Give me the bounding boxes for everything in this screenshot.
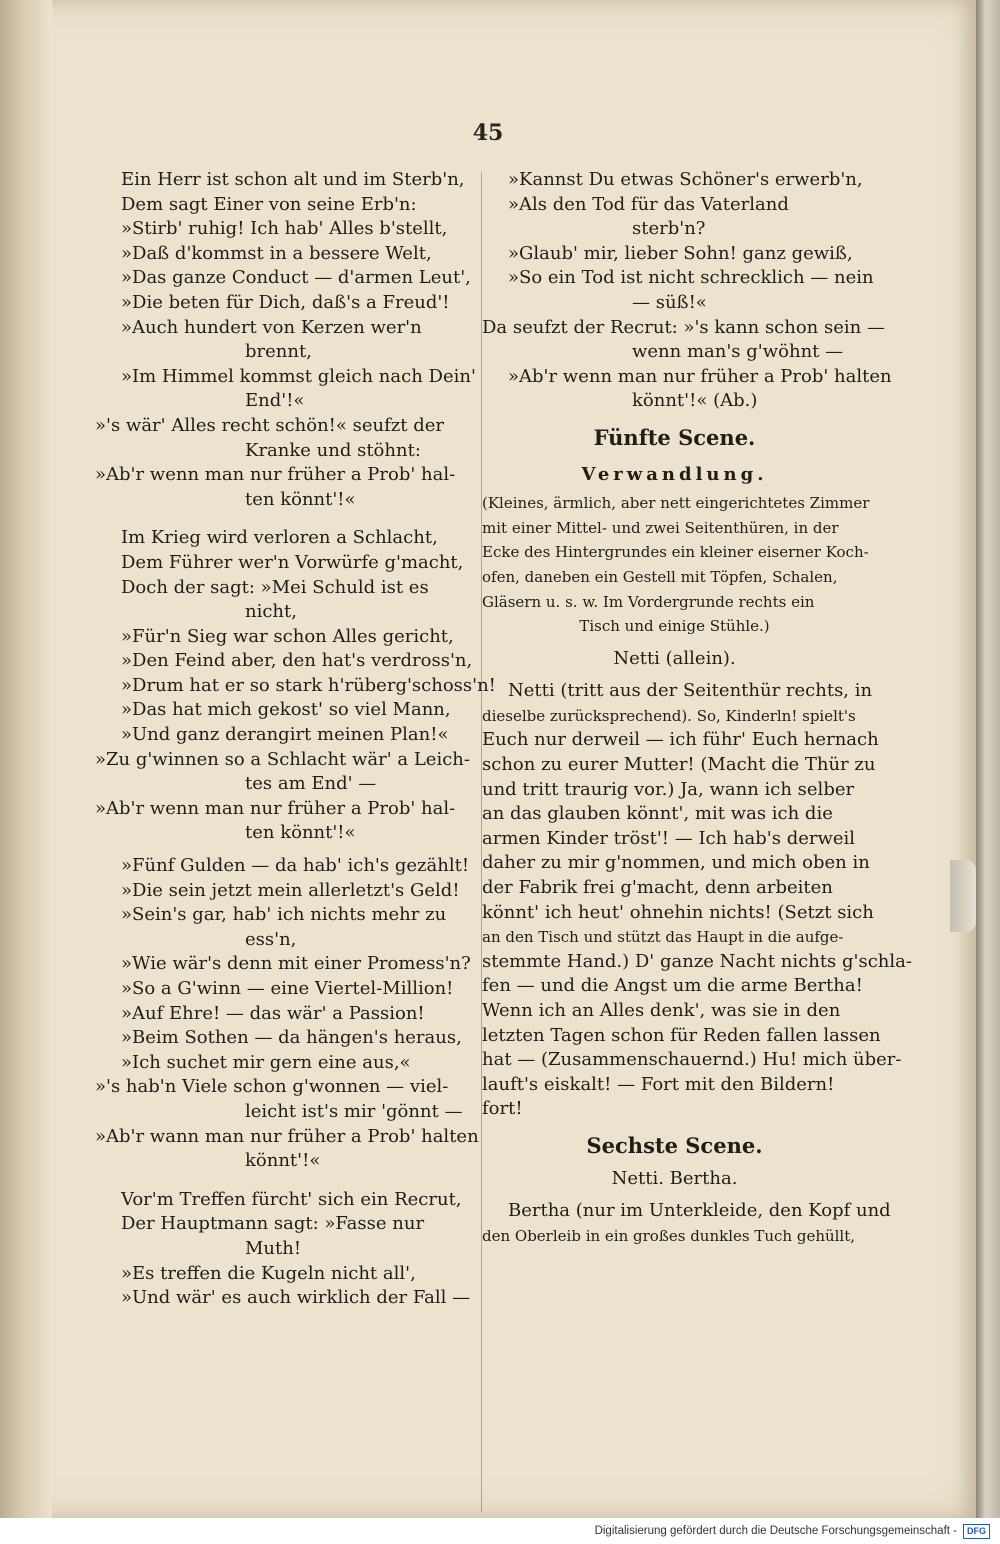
scene-subheading-verwandlung: Verwandlung. (581, 463, 768, 485)
monologue-line: hat — (Zusammenschauernd.) Hu! mich über- (482, 1049, 902, 1071)
verse-line: »Und wär' es auch wirklich der Fall — (121, 1287, 471, 1309)
verse-line: »Ab'r wenn man nur früher a Prob' hal- (95, 464, 456, 486)
verse-line: »Zu g'winnen so a Schlacht wär' a Leich- (95, 748, 470, 770)
verse-line: könnt'!« (245, 1150, 321, 1172)
verse-line: »Auf Ehre! — das wär' a Passion! (121, 1002, 425, 1024)
scene-text-line: Bertha (nur im Unterkleide, den Kopf und (508, 1200, 891, 1222)
monologue-line: fen — und die Angst um die arme Bertha! (482, 975, 863, 997)
stage-direction-line: Tisch und einige Stühle.) (579, 617, 770, 636)
verse-line: Ein Herr ist schon alt und im Sterb'n, (121, 169, 465, 190)
verse-line: Der Hauptmann sagt: »Fasse nur (121, 1213, 425, 1235)
verse-line: Doch der sagt: »Mei Schuld ist es (121, 576, 429, 598)
verse-line: Vor'm Treffen fürcht' sich ein Recrut, (121, 1188, 462, 1210)
verse-line: »'s wär' Alles recht schön!« seufzt der (95, 414, 445, 436)
monologue-line: an den Tisch und stützt das Haupt in die aufge- (482, 928, 844, 947)
footer-text: Digitalisierung gefördert durch die Deutsche Forschungsgemeinschaft - (594, 1525, 957, 1537)
verse-line: ten könnt'!« (245, 488, 356, 510)
scene-text-line: den Oberleib in ein großes dunkles Tuch gehüllt, (482, 1226, 856, 1245)
verse-line: »Ich suchet mir gern eine aus,« (121, 1051, 411, 1073)
verse-line: »Glaub' mir, lieber Sohn! ganz gewiß, (508, 242, 853, 264)
verse-line: »So ein Tod ist nicht schrecklich — nein (508, 267, 874, 289)
verse-line: »Wie wär's denn mit einer Promess'n? (121, 953, 471, 975)
monologue-line: letzten Tagen schon für Reden fallen lassen (482, 1024, 881, 1046)
stage-direction-line: ofen, daneben ein Gestell mit Töpfen, Schalen, (482, 567, 838, 586)
verse-line: »Als den Tod für das Vaterland (508, 193, 789, 215)
verse-line: »Stirb' ruhig! Ich hab' Alles b'stellt, (121, 218, 448, 240)
verse-line: sterb'n? (632, 218, 706, 240)
verse-line: »Fünf Gulden — da hab' ich's gezählt! (121, 855, 470, 877)
verse-line: »Drum hat er so stark h'rüberg'schoss'n! (121, 674, 496, 696)
verse-line: Kranke und stöhnt: (245, 439, 421, 461)
verse-line: »Die beten für Dich, daß's a Freud'! (121, 291, 450, 313)
right-column (482, 168, 912, 1248)
verse-line: nicht, (245, 601, 297, 623)
verse-line: ten könnt'!« (245, 822, 356, 844)
scene-heading-6: Sechste Scene. (586, 1132, 763, 1158)
monologue-line: könnt' ich heut' ohnehin nichts! (Setzt sich (482, 901, 874, 923)
verse-line: Dem Führer wer'n Vorwürfe g'macht, (121, 551, 464, 573)
character-line: Netti (allein). (613, 647, 736, 669)
stage-direction-line: (Kleines, ärmlich, aber nett eingerichtetes Zimmer (482, 494, 870, 513)
verse-line: tes am End' — (245, 773, 377, 795)
verse-line: Im Krieg wird verloren a Schlacht, (121, 527, 438, 549)
monologue-line: daher zu mir g'nommen, und mich oben in (482, 852, 870, 874)
page-marker-tab (950, 860, 976, 932)
verse-line: brennt, (245, 341, 312, 363)
monologue-line: an das glauben könnt', mit was ich die (482, 803, 833, 825)
monologue-line: Netti (tritt aus der Seitenthür rechts, in (508, 680, 873, 702)
monologue-line: lauft's eiskalt! — Fort mit den Bildern! (482, 1073, 835, 1095)
page-gutter (0, 0, 52, 1518)
verse-line: Dem sagt Einer von seine Erb'n: (121, 193, 417, 215)
stage-direction-line: mit einer Mittel- und zwei Seitenthüren, in der (482, 518, 839, 537)
verse-line: »So a G'winn — eine Viertel-Million! (121, 978, 454, 999)
monologue-line: fort! (482, 1098, 523, 1120)
verse-line: »Ab'r wann man nur früher a Prob' halten (95, 1125, 479, 1147)
monologue-line: Wenn ich an Alles denk', was sie in den (482, 1000, 841, 1021)
verse-line: »Sein's gar, hab' ich nichts mehr zu (121, 904, 447, 926)
monologue-line: armen Kinder tröst'! — Ich hab's derweil (482, 827, 856, 849)
monologue-line: der Fabrik frei g'macht, denn arbeiten (482, 877, 833, 899)
stage-direction-line: Ecke des Hintergrundes ein kleiner eiserner Koch- (482, 543, 869, 562)
verse-line: »Ab'r wenn man nur früher a Prob' hal- (95, 797, 456, 819)
verse-line: »Das ganze Conduct — d'armen Leut', (121, 267, 471, 289)
verse-line: wenn man's g'wöhnt — (632, 341, 844, 363)
verse-line: »Es treffen die Kugeln nicht all', (121, 1262, 416, 1284)
monologue-line: und tritt traurig vor.) Ja, wann ich selber (482, 778, 855, 800)
page-number: 45 (472, 120, 504, 146)
verse-line: — süß!« (632, 291, 707, 313)
verse-line: Muth! (245, 1237, 302, 1259)
scene-characters: Netti. Bertha. (611, 1167, 738, 1189)
verse-line: »Das hat mich gekost' so viel Mann, (121, 699, 451, 721)
verse-line: »Daß d'kommst in a bessere Welt, (121, 242, 432, 264)
verse-line: könnt'!« (Ab.) (632, 390, 758, 412)
verse-line: End'!« (245, 390, 305, 412)
digitization-footer (0, 1518, 1000, 1544)
verse-line: »Den Feind aber, den hat's verdross'n, (121, 650, 473, 672)
verse-line: »Für'n Sieg war schon Alles gericht, (121, 625, 454, 647)
verse-line: »Und ganz derangirt meinen Plan!« (121, 724, 449, 746)
dfg-logo-icon: DFG (963, 1524, 990, 1539)
monologue-line: dieselbe zurücksprechend). So, Kinderln! spielt's (482, 706, 856, 725)
verse-line: »'s hab'n Viele schon g'wonnen — viel- (95, 1076, 449, 1098)
stage-direction-line: Gläsern u. s. w. Im Vordergrunde rechts ein (482, 592, 815, 611)
scene-heading-5: Fünfte Scene. (593, 424, 756, 450)
monologue-line: schon zu eurer Mutter! (Macht die Thür zu (482, 754, 876, 776)
verse-line: »Beim Sothen — da hängen's heraus, (121, 1027, 462, 1049)
monologue-line: stemmte Hand.) D' ganze Nacht nichts g'schla- (482, 950, 912, 972)
verse-line: Da seufzt der Recrut: »'s kann schon sein — (482, 316, 885, 338)
verse-line: »Im Himmel kommst gleich nach Dein' (121, 365, 476, 387)
verse-line: »Kannst Du etwas Schöner's erwerb'n, (508, 169, 863, 190)
book-edge (976, 0, 1000, 1544)
verse-line: »Ab'r wenn man nur früher a Prob' halten (508, 365, 892, 387)
verse-line: ess'n, (245, 928, 297, 950)
verse-line: »Die sein jetzt mein allerletzt's Geld! (121, 879, 460, 901)
verse-line: leicht ist's mir 'gönnt — (245, 1100, 463, 1122)
verse-line: »Auch hundert von Kerzen wer'n (121, 316, 422, 338)
left-column (95, 168, 496, 1311)
monologue-line: Euch nur derweil — ich führ' Euch hernach (482, 729, 879, 751)
